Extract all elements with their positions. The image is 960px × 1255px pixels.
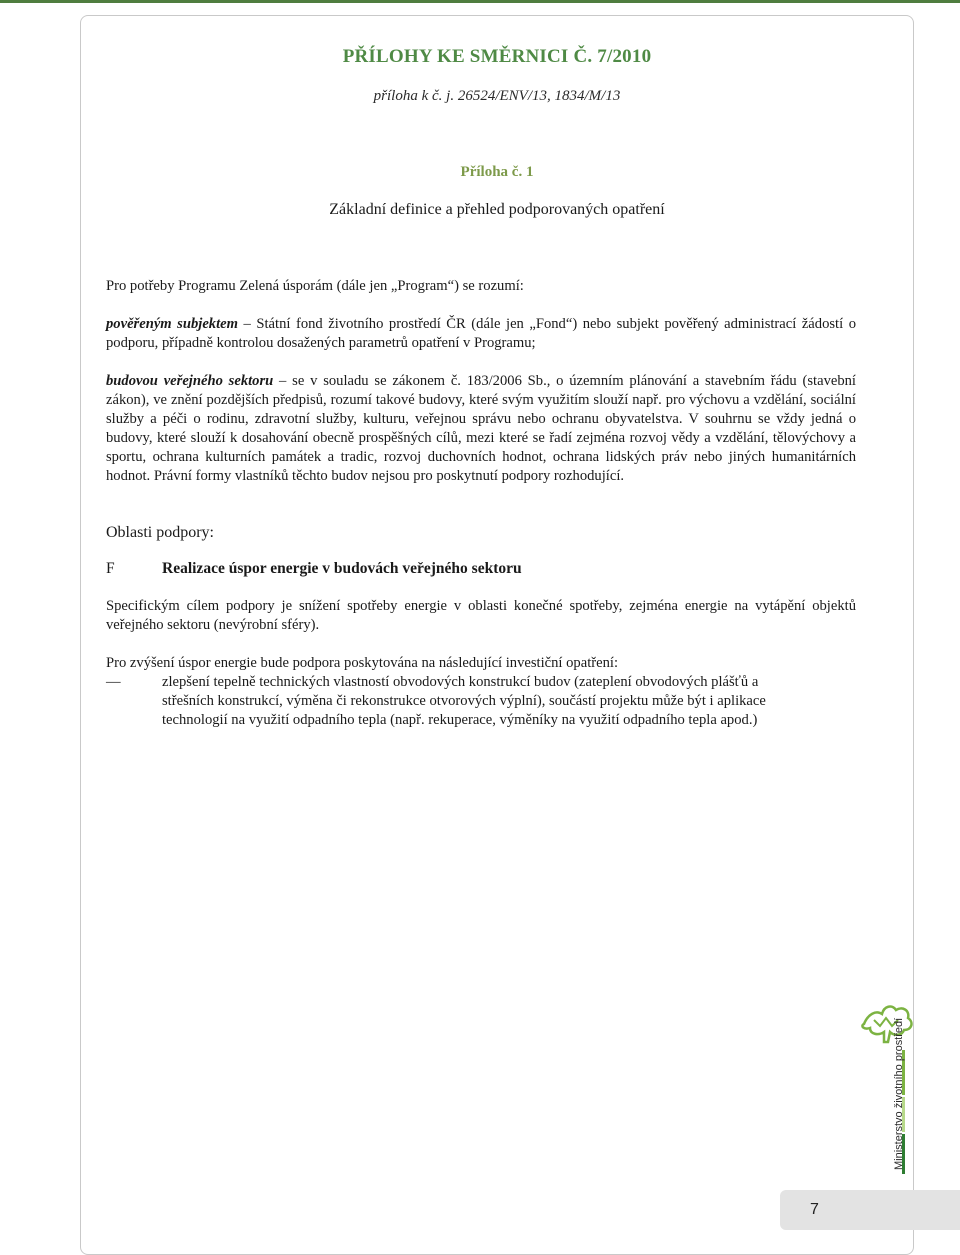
definition-text: – Státní fond životního prostředí ČR (dále jen „Fond“) nebo subjekt pověřený administrací žádostí o podporu, případně kontrolou dosažených parametrů opatření v Programu; (106, 316, 856, 351)
support-areas-heading: Oblasti podpory: (106, 524, 214, 541)
document-reference: příloha k č. j. 26524/ENV/13, 1834/M/13 (373, 88, 621, 104)
definition-entrusted-subject (106, 315, 856, 353)
specific-goal-paragraph: Specifickým cílem podpory je snížení spotřeby energie v oblasti konečné spotřeby, zejména energie na vytápění objektů veřejného sektoru (nevýrobní sféry). (106, 598, 856, 633)
definition-public-building (106, 372, 856, 486)
annex-title: Základní definice a přehled podporovaných opatření (329, 201, 665, 218)
ministry-name: Ministerstvo životního prostředí (893, 1017, 905, 1170)
annex-label: Příloha č. 1 (460, 164, 534, 180)
section-letter: F (106, 560, 115, 577)
document-title: PŘÍLOHY KE SMĚRNICI Č. 7/2010 (342, 46, 652, 67)
definition-text: – se v souladu se zákonem č. 183/2006 Sb., o územním plánování a stavebním řádu (stavební zákon), ve znění pozdějších předpisů, rozumí takové budovy, které svým využitím slouží např. pro výchovu a vzdělání, sociální služby a péči o rodinu, zdravotní služby, kulturu, veřejnou správu nebo ochranu obyvatelstva. V souhrnu se vždy jedná o budovy, které slouží k dosahování obecně prospěšných cílů, mezi které se řadí zejména rozvoj vědy a vzdělání, tělovýchovy a sportu, ochrana kulturních památek a tradic, rozvoj duchovních hodnot, ochrana lidských práv nebo jiných humanitárních hodnot. Právní formy vlastníků těchto budov nejsou pro poskytnutí podpory rozhodující. (106, 373, 856, 484)
page-number: 7 (810, 1201, 819, 1218)
top-rule (0, 0, 960, 3)
page-number-tab (780, 1190, 960, 1230)
measures-intro: Pro zvýšení úspor energie bude podpora poskytována na následující investiční opatření: (106, 655, 619, 671)
ministry-tree-logo-icon (858, 996, 918, 1176)
section-title: Realizace úspor energie v budovách veřejného sektoru (162, 560, 522, 577)
definition-term: pověřeným subjektem (106, 316, 238, 332)
definition-term: budovou veřejného sektoru (106, 373, 274, 389)
definitions-intro: Pro potřeby Programu Zelená úsporám (dále jen „Program“) se rozumí: (106, 278, 524, 294)
dash-bullet: — (106, 674, 121, 690)
measure-text: zlepšení tepelně technických vlastností obvodových konstrukcí budov (zateplení obvodových plášťů a střešních konstrukcí, výměna či rekonstrukce otvorových výplní), součástí projektu může být i aplikace technologií na využití odpadního tepla (např. rekuperace, výměníky na využití odpadního tepla apod.) (162, 674, 766, 728)
